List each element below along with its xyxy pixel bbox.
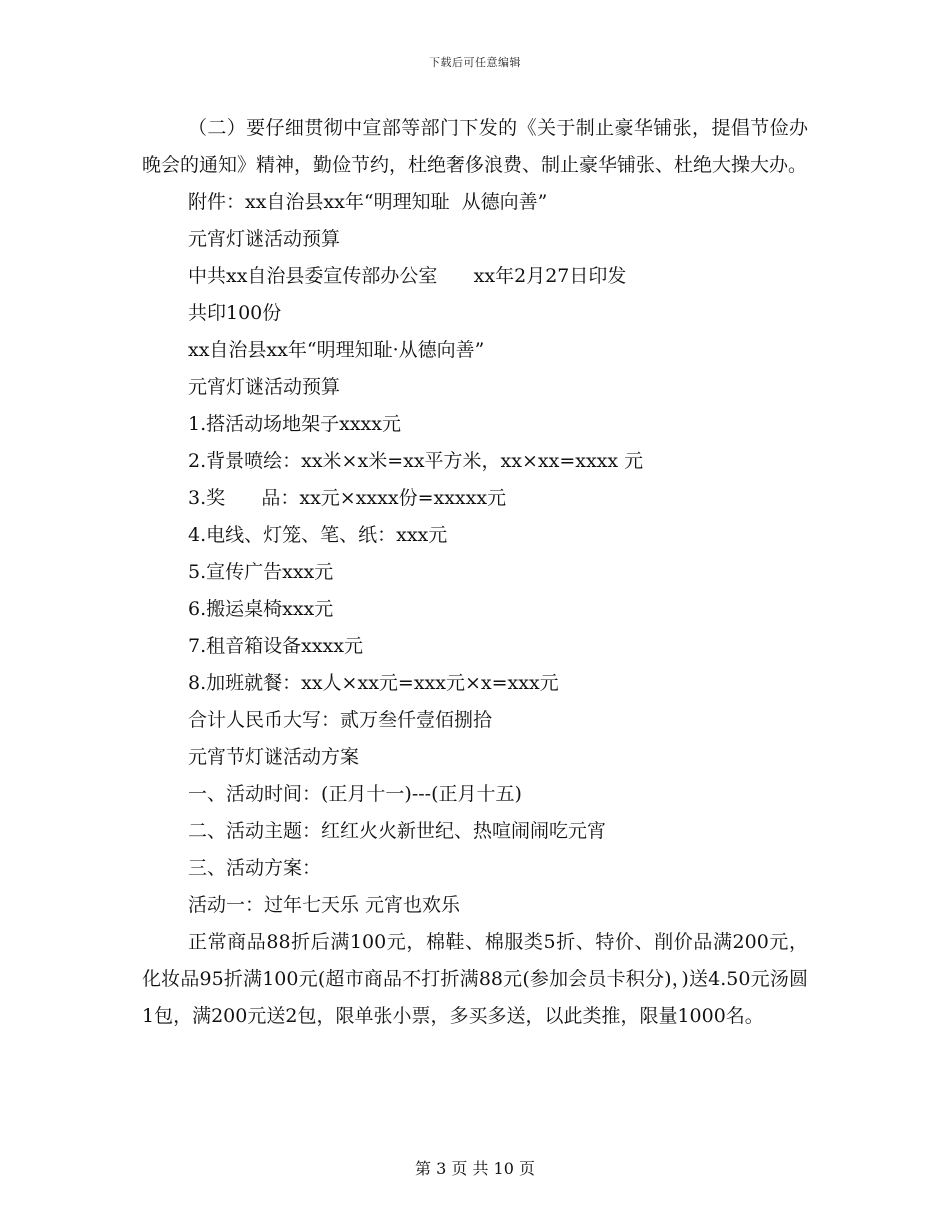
budget-item: 6.搬运桌椅xxx元 — [188, 598, 334, 620]
paragraph-promotion: 正常商品88折后满100元，棉鞋、棉服类5折、特价、削价品满200元，化妆品95折满100元(超市商品不打折满88元(参加会员卡积分)，)送4.50元汤圆1包，满200元送2包，限单张小票，多买多送，以此类推，限量1000名。 — [142, 931, 808, 1027]
text-line: 一、活动时间：(正月十一)---(正月十五) — [188, 783, 522, 805]
budget-item: 3.奖 品：xx元×xxxx份=xxxxx元 — [188, 487, 507, 509]
budget-item: 5.宣传广告xxx元 — [188, 561, 334, 583]
page-footer: 第 3 页 共 10 页 — [415, 1159, 535, 1178]
budget-item: 7.租音箱设备xxxx元 — [188, 635, 363, 657]
budget-item: 4.电线、灯笼、笔、纸：xxx元 — [188, 524, 448, 546]
budget-item: 2.背景喷绘：xx米×x米=xx平方米，xx×xx=xxxx 元 — [188, 450, 644, 472]
text-line: 三、活动方案： — [188, 857, 322, 879]
text-line: xx自治县xx年“明理知耻·从德向善” — [188, 339, 485, 361]
budget-total: 合计人民币大写：贰万叁仟壹佰捌拾 — [188, 709, 493, 731]
text-line: 附件：xx自治县xx年“明理知耻 从德向善” — [188, 191, 548, 213]
text-line: 中共xx自治县委宣传部办公室 xx年2月27日印发 — [188, 265, 627, 287]
page-header: 下载后可任意编辑 — [429, 56, 521, 69]
text-line: 二、活动主题：红红火火新世纪、热喧闹闹吃元宵 — [188, 820, 607, 842]
text-line: 活动一：过年七天乐 元宵也欢乐 — [188, 894, 461, 916]
budget-item: 1.搭活动场地架子xxxx元 — [188, 413, 401, 435]
section-title: 元宵节灯谜活动方案 — [188, 746, 360, 768]
paragraph-directive: （二）要仔细贯彻中宣部等部门下发的《关于制止豪华铺张，提倡节俭办晚会的通知》精神，勤俭节约，杜绝奢侈浪费、制止豪华铺张、杜绝大操大办。 — [142, 117, 808, 176]
text-line: 元宵灯谜活动预算 — [188, 376, 341, 398]
document-body — [142, 110, 808, 1035]
budget-item: 8.加班就餐：xx人×xx元=xxx元×x=xxx元 — [188, 672, 559, 694]
text-line: 元宵灯谜活动预算 — [188, 228, 341, 250]
text-line: 共印100份 — [188, 302, 282, 324]
